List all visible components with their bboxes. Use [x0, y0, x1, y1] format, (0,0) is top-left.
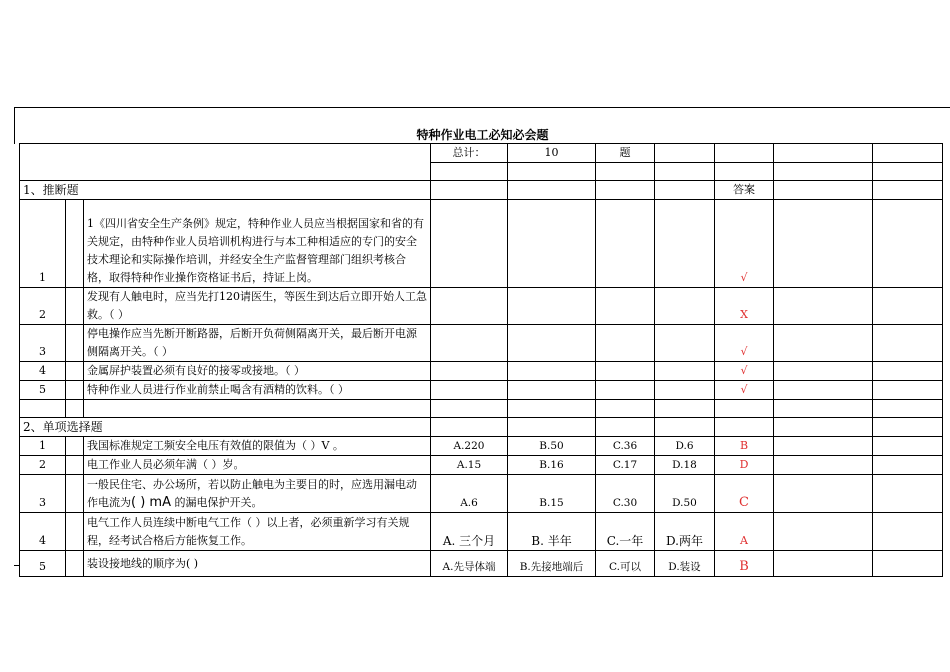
question-text: 金属屏护装置必须有良好的接零或接地。（ ）: [84, 362, 431, 381]
question-number: 3: [20, 475, 66, 513]
option-a: A.先导体端: [431, 551, 508, 577]
table-row: [20, 437, 943, 456]
question-text: 停电操作应当先断开断路器，后断开负荷侧隔离开关，最后断开电源侧隔离开关。（ ）: [84, 325, 431, 362]
table-row: [20, 288, 943, 325]
question-text: 1《四川省安全生产条例》规定，特种作业人员应当根据国家和省的有关规定，由特种作业人员培训机构进行与本工种相适应的专门的安全技术理论和实际操作培训，并经安全生产监督管理部门组织考核合格，取得特种作业操作资格证书后，持证上岗。: [84, 200, 431, 288]
option-d: D.6: [655, 437, 715, 456]
option-d: D.18: [655, 456, 715, 475]
option-c: C.17: [596, 456, 655, 475]
answer-mark: C: [715, 475, 774, 513]
option-b: B.15: [508, 475, 596, 513]
option-a: A.15: [431, 456, 508, 475]
total-unit: 题: [596, 144, 655, 163]
question-blank: ( ) mA: [131, 495, 171, 510]
question-number: 2: [20, 288, 66, 325]
question-text-start: 一般民住宅、办公场所，若以防止触电为主要目的时，应选用漏电动作电流为: [87, 478, 417, 509]
answer-mark: √: [715, 362, 774, 381]
table-row: [20, 362, 943, 381]
answer-header: 答案: [715, 181, 774, 200]
page-title: 特种作业电工必知必会题: [416, 128, 549, 142]
option-c: C.一年: [596, 513, 655, 551]
option-c: C.30: [596, 475, 655, 513]
section1-label: 1、推断题: [20, 181, 431, 200]
table-row: [20, 513, 943, 551]
question-number: 5: [20, 381, 66, 400]
option-d: D.装设: [655, 551, 715, 577]
answer-mark: √: [715, 381, 774, 400]
option-a: A. 三个月: [431, 513, 508, 551]
table-row: [20, 381, 943, 400]
table-row: [20, 200, 943, 288]
question-number: 1: [20, 437, 66, 456]
question-text: 装设接地线的顺序为( ): [84, 551, 431, 577]
question-text: [84, 475, 431, 513]
answer-mark: D: [715, 456, 774, 475]
answer-mark: B: [715, 437, 774, 456]
option-b: B. 半年: [508, 513, 596, 551]
question-text: 特种作业人员进行作业前禁止喝含有酒精的饮料。（ ）: [84, 381, 431, 400]
section1-header-row: [20, 181, 943, 200]
answer-mark: √: [715, 200, 774, 288]
option-b: B.50: [508, 437, 596, 456]
answer-mark: A: [715, 513, 774, 551]
table-row: [20, 325, 943, 362]
option-d: D.两年: [655, 513, 715, 551]
total-label: 总计：: [431, 144, 508, 163]
question-number: 5: [20, 551, 66, 577]
answer-mark: X: [715, 288, 774, 325]
question-text: 电工作业人员必须年满（ ）岁。: [84, 456, 431, 475]
total-count: 10: [508, 144, 596, 163]
question-number: 3: [20, 325, 66, 362]
table-row: [20, 456, 943, 475]
question-number: 2: [20, 456, 66, 475]
option-c: C.36: [596, 437, 655, 456]
question-table: [19, 143, 943, 577]
question-number: 4: [20, 362, 66, 381]
option-b: B.先接地端后: [508, 551, 596, 577]
section2-header-row: [20, 418, 943, 437]
question-number: 4: [20, 513, 66, 551]
option-c: C.可以: [596, 551, 655, 577]
total-row: [20, 144, 943, 163]
option-b: B.16: [508, 456, 596, 475]
title-row: [14, 107, 950, 144]
option-a: A.6: [431, 475, 508, 513]
section2-label: 2、单项选择题: [20, 418, 431, 437]
question-text: 我国标准规定工频安全电压有效值的限值为（ ）V 。: [84, 437, 431, 456]
question-text: 电气工作人员连续中断电气工作（ ）以上者，必须重新学习有关规程，经考试合格后方能恢复工作。: [84, 513, 431, 551]
table-row: [20, 475, 943, 513]
question-text: 发现有人触电时，应当先打120请医生，等医生到达后立即开始人工急救。（ ）: [84, 288, 431, 325]
option-a: A.220: [431, 437, 508, 456]
table-row: [20, 551, 943, 577]
question-number: 1: [20, 200, 66, 288]
option-d: D.50: [655, 475, 715, 513]
answer-mark: √: [715, 325, 774, 362]
divider: [14, 565, 20, 566]
answer-mark: B: [715, 551, 774, 577]
question-text-end: 的漏电保护开关。: [170, 496, 263, 509]
